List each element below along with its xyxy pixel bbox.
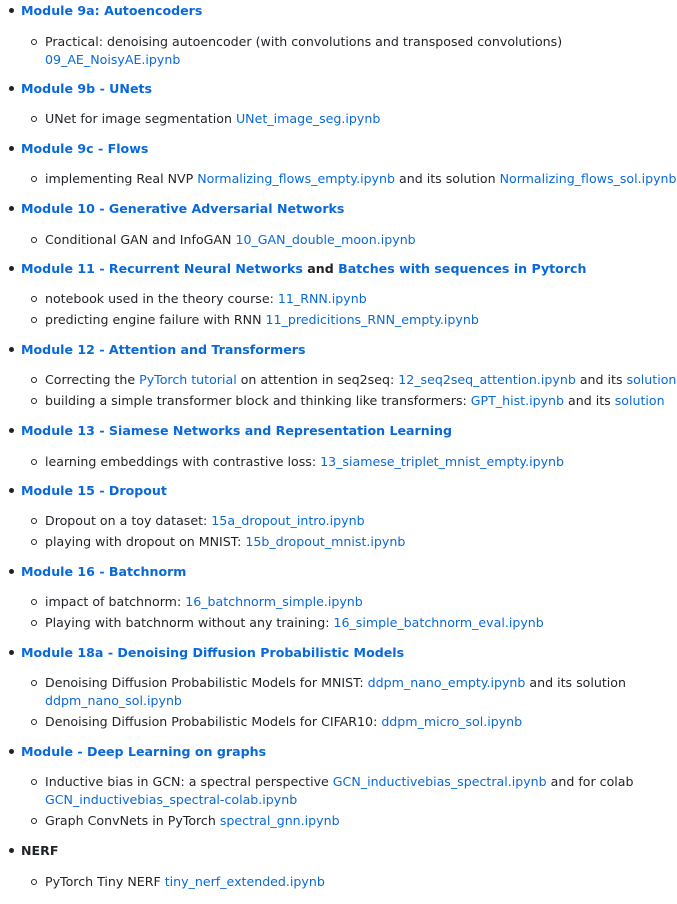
list-item: [45, 453, 625, 471]
module-heading-7: [21, 422, 452, 439]
list-item: [45, 512, 625, 530]
notebook-link-11-predicitions-rnn-empty-ipynb[interactable]: 11_predicitions_RNN_empty.ipynb: [265, 312, 479, 327]
bullet-disc: [9, 8, 14, 13]
item-line: [45, 170, 677, 188]
module-heading-2: [21, 80, 152, 97]
heading-link-module-11-recurrent-neural-networks[interactable]: Module 11 - Recurrent Neural Networks: [21, 261, 303, 276]
list-item: [45, 371, 677, 389]
bullet-disc: [9, 146, 14, 151]
heading-link-module-9a-autoencoders[interactable]: Module 9a: Autoencoders: [21, 3, 203, 18]
item-text: Playing with batchnorm without any training:: [45, 615, 334, 630]
heading-link-module-15-dropout[interactable]: Module 15 - Dropout: [21, 483, 167, 498]
notebook-link-normalizing-flows-empty-ipynb[interactable]: Normalizing_flows_empty.ipynb: [197, 171, 395, 186]
item-text: on attention in seq2seq:: [236, 372, 399, 387]
item-text: impact of batchnorm:: [45, 594, 186, 609]
notebook-link-ddpm-nano-sol-ipynb[interactable]: ddpm_nano_sol.ipynb: [45, 693, 182, 708]
item-text: building a simple transformer block and thinking like transformers:: [45, 393, 471, 408]
item-line: [45, 290, 625, 308]
item-text: Inductive bias in GCN: a spectral perspective: [45, 774, 333, 789]
item-line: [45, 533, 625, 551]
item-line: [45, 812, 625, 830]
list-item: [45, 392, 665, 410]
module-heading-10: [21, 644, 404, 661]
item-line: [45, 614, 625, 632]
bullet-disc: [9, 86, 14, 91]
bullet-circle: [31, 818, 37, 824]
bullet-disc: [9, 206, 14, 211]
notebook-link-15a-dropout-intro-ipynb[interactable]: 15a_dropout_intro.ipynb: [211, 513, 365, 528]
notebook-link-unet-image-seg-ipynb[interactable]: UNet_image_seg.ipynb: [235, 111, 381, 126]
bullet-disc: [9, 428, 14, 433]
heading-link-module-18a-denoising-diffusion-probabilistic-models[interactable]: Module 18a - Denoising Diffusion Probabilistic Models: [21, 645, 405, 660]
heading-link-module-12-attention-and-transformers[interactable]: Module 12 - Attention and Transformers: [21, 342, 306, 357]
module-heading-4: [21, 200, 344, 217]
item-text: predicting engine failure with RNN: [45, 312, 266, 327]
bullet-circle: [31, 377, 37, 383]
notebook-link-10-gan-double-moon-ipynb[interactable]: 10_GAN_double_moon.ipynb: [235, 232, 416, 247]
module-heading-8: [21, 482, 167, 499]
bullet-disc: [9, 569, 14, 574]
module-heading-1: [21, 2, 202, 19]
list-item: [45, 110, 625, 128]
notebook-link-09-ae-noisyae-ipynb[interactable]: 09_AE_NoisyAE.ipynb: [45, 52, 181, 67]
notebook-link-12-seq2seq-attention-ipynb[interactable]: 12_seq2seq_attention.ipynb: [398, 372, 576, 387]
heading-link-module-9c-flows[interactable]: Module 9c - Flows: [21, 141, 149, 156]
item-text: and for colab: [546, 774, 634, 789]
item-text: and its: [564, 393, 615, 408]
item-text: Correcting the: [45, 372, 140, 387]
list-item: [45, 290, 625, 308]
list-item: [45, 614, 625, 632]
bullet-disc: [9, 488, 14, 493]
notebook-link-tiny-nerf-extended-ipynb[interactable]: tiny_nerf_extended.ipynb: [164, 874, 325, 889]
module-heading-6: [21, 341, 306, 358]
bullet-circle: [31, 176, 37, 182]
list-item: [45, 812, 625, 830]
item-text: Practical: denoising autoencoder (with convolutions and transposed convolutions): [45, 34, 563, 49]
heading-link-batches-with-sequences-in-pytorch[interactable]: Batches with sequences in Pytorch: [338, 261, 587, 276]
bullet-circle: [31, 116, 37, 122]
item-text: Conditional GAN and InfoGAN: [45, 232, 236, 247]
bullet-circle: [31, 779, 37, 785]
item-line: [45, 593, 625, 611]
bullet-circle: [31, 398, 37, 404]
notebook-link-11-rnn-ipynb[interactable]: 11_RNN.ipynb: [277, 291, 367, 306]
heading-link-module-9b-unets[interactable]: Module 9b - UNets: [21, 81, 153, 96]
item-text: Denoising Diffusion Probabilistic Models for MNIST:: [45, 675, 368, 690]
heading-link-module-13-siamese-networks-and-representation-learning[interactable]: Module 13 - Siamese Networks and Representation Learning: [21, 423, 453, 438]
list-item: [45, 231, 625, 249]
module-heading-9: [21, 563, 186, 580]
notebook-link-normalizing-flows-sol-ipynb[interactable]: Normalizing_flows_sol.ipynb: [499, 171, 677, 186]
module-heading-12: [21, 842, 58, 859]
bullet-disc: [9, 848, 14, 853]
list-item: [45, 593, 625, 611]
notebook-link-ddpm-micro-sol-ipynb[interactable]: ddpm_micro_sol.ipynb: [381, 714, 523, 729]
item-line: [45, 311, 625, 329]
notebook-link-solution[interactable]: solution: [626, 372, 677, 387]
item-text: implementing Real NVP: [45, 171, 198, 186]
module-heading-11: [21, 743, 266, 760]
bullet-circle: [31, 317, 37, 323]
item-text: playing with dropout on MNIST:: [45, 534, 246, 549]
bullet-disc: [9, 266, 14, 271]
bullet-circle: [31, 879, 37, 885]
bullet-circle: [31, 620, 37, 626]
notebook-link-16-simple-batchnorm-eval-ipynb[interactable]: 16_simple_batchnorm_eval.ipynb: [333, 615, 544, 630]
bullet-circle: [31, 237, 37, 243]
notebook-link-gcn-inductivebias-spectral-colab-ipynb[interactable]: GCN_inductivebias_spectral-colab.ipynb: [45, 792, 298, 807]
item-text: UNet for image segmentation: [45, 111, 236, 126]
list-item: [45, 33, 625, 69]
bullet-circle: [31, 539, 37, 545]
item-line: [45, 453, 625, 471]
notebook-link-13-siamese-triplet-mnist-empty-ipynb[interactable]: 13_siamese_triplet_mnist_empty.ipynb: [320, 454, 564, 469]
item-line: [45, 110, 625, 128]
bullet-circle: [31, 719, 37, 725]
notebook-link-solution[interactable]: solution: [614, 393, 665, 408]
heading-text: and: [302, 261, 339, 276]
list-item: [45, 533, 625, 551]
item-line: [45, 33, 625, 51]
bullet-circle: [31, 296, 37, 302]
item-text: and its solution: [525, 675, 626, 690]
heading-link-module-16-batchnorm[interactable]: Module 16 - Batchnorm: [21, 564, 187, 579]
bullet-disc: [9, 347, 14, 352]
item-text: and its: [575, 372, 627, 387]
item-line: [45, 692, 625, 710]
notebook-link-pytorch-tutorial[interactable]: PyTorch tutorial: [139, 372, 237, 387]
heading-text: NERF: [21, 843, 59, 858]
notebook-link-gpt-hist-ipynb[interactable]: GPT_hist.ipynb: [470, 393, 565, 408]
bullet-circle: [31, 459, 37, 465]
bullet-circle: [31, 39, 37, 45]
item-text: and its solution: [395, 171, 500, 186]
list-item: [45, 873, 625, 891]
notebook-link-spectral-gnn-ipynb[interactable]: spectral_gnn.ipynb: [219, 813, 340, 828]
item-text: Denoising Diffusion Probabilistic Models for CIFAR10:: [45, 714, 382, 729]
item-line: [45, 791, 625, 809]
bullet-circle: [31, 599, 37, 605]
item-line: [45, 674, 625, 692]
item-line: [45, 873, 625, 891]
notebook-link-ddpm-nano-empty-ipynb[interactable]: ddpm_nano_empty.ipynb: [367, 675, 526, 690]
item-text: Dropout on a toy dataset:: [45, 513, 212, 528]
item-line: [45, 512, 625, 530]
item-text: PyTorch Tiny NERF: [45, 874, 165, 889]
bullet-circle: [31, 680, 37, 686]
item-line: [45, 231, 625, 249]
item-text: Graph ConvNets in PyTorch: [45, 813, 220, 828]
item-line: [45, 392, 665, 410]
bullet-circle: [31, 518, 37, 524]
list-item: [45, 773, 634, 809]
list-item: [45, 713, 625, 731]
bullet-disc: [9, 650, 14, 655]
list-item: [45, 674, 625, 710]
notebook-link-gcn-inductivebias-spectral-ipynb[interactable]: GCN_inductivebias_spectral.ipynb: [332, 774, 547, 789]
item-text: learning embeddings with contrastive loss:: [45, 454, 321, 469]
heading-link-module-10-generative-adversarial-networks[interactable]: Module 10 - Generative Adversarial Networks: [21, 201, 345, 216]
item-line: [45, 773, 634, 791]
item-line: [45, 51, 625, 69]
item-line: [45, 713, 625, 731]
item-text: notebook used in the theory course:: [45, 291, 278, 306]
notebook-link-15b-dropout-mnist-ipynb[interactable]: 15b_dropout_mnist.ipynb: [245, 534, 406, 549]
module-heading-3: [21, 140, 148, 157]
heading-link-module-deep-learning-on-graphs[interactable]: Module - Deep Learning on graphs: [21, 744, 267, 759]
module-heading-5: [21, 260, 586, 277]
item-line: [45, 371, 677, 389]
notebook-link-16-batchnorm-simple-ipynb[interactable]: 16_batchnorm_simple.ipynb: [185, 594, 363, 609]
list-item: [45, 311, 625, 329]
list-item: [45, 170, 677, 188]
bullet-disc: [9, 749, 14, 754]
